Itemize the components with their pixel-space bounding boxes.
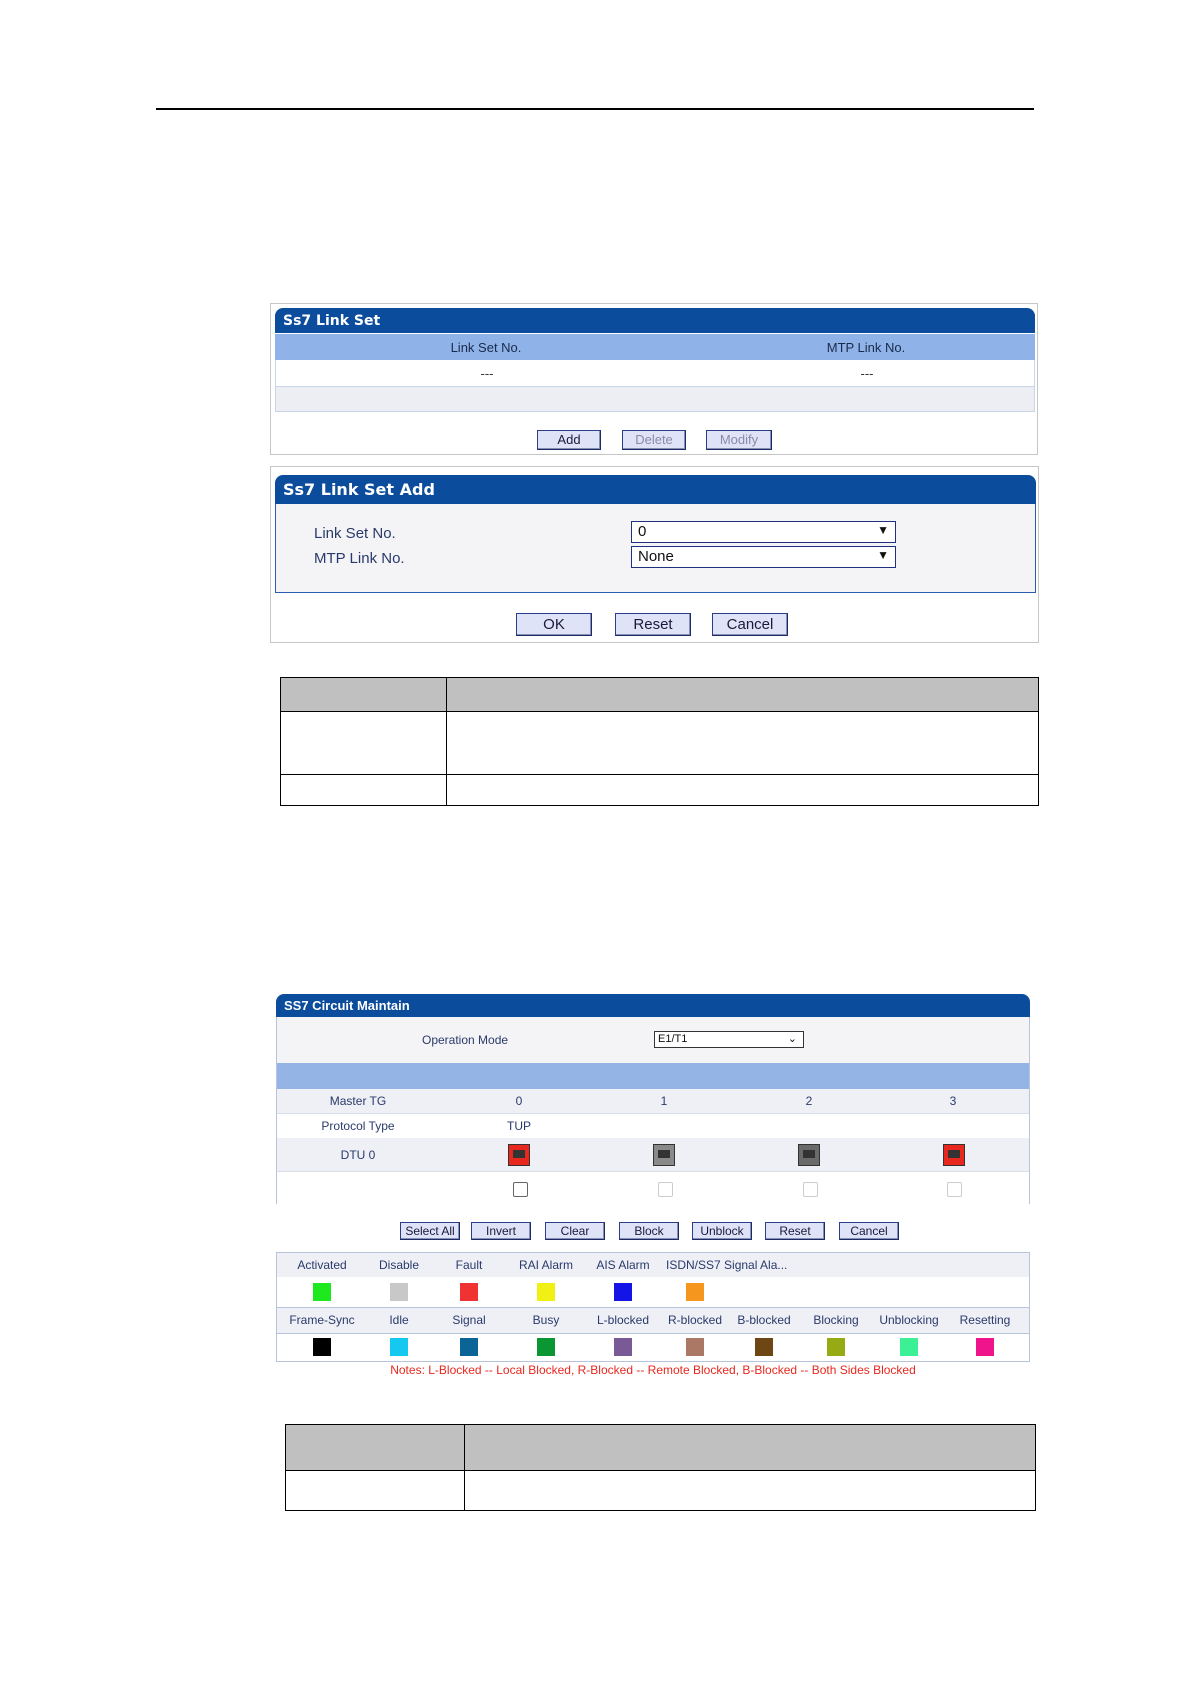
- ss7-link-set-add-title-bar: [275, 475, 1036, 504]
- legend-swatch-ais-alarm: [614, 1283, 632, 1301]
- legend-label-rai-alarm: RAI Alarm: [518, 1258, 573, 1272]
- page-header-rule: [156, 108, 1034, 110]
- legend-label-fault: Fault: [455, 1258, 483, 1272]
- legend-label-idle: Idle: [389, 1313, 409, 1327]
- dtu-port-2-icon[interactable]: [798, 1144, 820, 1166]
- legend-label-ais-alarm: AIS Alarm: [596, 1258, 650, 1272]
- chevron-down-icon: ▼: [877, 548, 889, 562]
- protocol-type-row: [277, 1113, 1029, 1139]
- legend-label-busy: Busy: [532, 1313, 560, 1327]
- span-0-checkbox[interactable]: [513, 1182, 528, 1197]
- dtu-row: [277, 1138, 1029, 1171]
- ss7-link-set-panel: [270, 303, 1038, 455]
- master-tg-label: Master TG: [329, 1094, 387, 1108]
- span-3: 3: [949, 1094, 957, 1108]
- modify-button[interactable]: Modify: [706, 430, 772, 450]
- cancel-button[interactable]: Cancel: [712, 613, 788, 636]
- operation-mode-select[interactable]: [654, 1031, 804, 1048]
- cell-link-set-no: ---: [480, 366, 494, 381]
- legend-label-frame-sync: Frame-Sync: [289, 1313, 355, 1327]
- doc-table-1-header: [281, 678, 1038, 712]
- legend-swatch-fault: [460, 1283, 478, 1301]
- cell-mtp-link-no: ---: [860, 366, 874, 381]
- doc-table-1-divider: [446, 678, 447, 805]
- legend-swatch-frame-sync: [313, 1338, 331, 1356]
- form-body: [275, 504, 1036, 593]
- panel-title: Ss7 Link Set Add: [283, 480, 435, 499]
- span-1-checkbox[interactable]: [658, 1182, 673, 1197]
- legend-swatch-b-blocked: [755, 1338, 773, 1356]
- table-footer-row: [275, 386, 1035, 412]
- ss7-link-set-title-bar: [275, 308, 1035, 333]
- legend-label-blocking: Blocking: [813, 1313, 859, 1327]
- reset-button[interactable]: Reset: [765, 1222, 825, 1240]
- legend-swatch-busy: [537, 1338, 555, 1356]
- legend-swatch-resetting: [976, 1338, 994, 1356]
- doc-table-1: [280, 677, 1039, 806]
- link-set-no-select[interactable]: [631, 521, 896, 543]
- col-link-set-no: Link Set No.: [450, 340, 522, 355]
- doc-table-1-row-divider: [281, 774, 1038, 775]
- legend-swatch-unblocking: [900, 1338, 918, 1356]
- reset-button[interactable]: Reset: [615, 613, 691, 636]
- legend-label-activated: Activated: [297, 1258, 347, 1272]
- legend-swatch-signal-alarm: [686, 1283, 704, 1301]
- legend-swatch-signal: [460, 1338, 478, 1356]
- chevron-down-icon: ▼: [877, 523, 889, 537]
- status-legend: [276, 1252, 1030, 1362]
- master-tg-row: [277, 1089, 1029, 1113]
- legend-swatch-disable: [390, 1283, 408, 1301]
- clear-button[interactable]: Clear: [545, 1222, 605, 1240]
- mtp-link-no-select[interactable]: [631, 546, 896, 568]
- dtu-label: DTU 0: [340, 1148, 376, 1162]
- legend-label-unblocking: Unblocking: [879, 1313, 939, 1327]
- legend-label-b-blocked: B-blocked: [737, 1313, 791, 1327]
- span-2: 2: [805, 1094, 813, 1108]
- block-button[interactable]: Block: [619, 1222, 679, 1240]
- ss7-circuit-maintain-panel: [276, 994, 1030, 1384]
- table-row[interactable]: [275, 360, 1035, 386]
- cancel-button[interactable]: Cancel: [839, 1222, 899, 1240]
- unblock-button[interactable]: Unblock: [692, 1222, 752, 1240]
- legend-swatch-rai-alarm: [537, 1283, 555, 1301]
- link-set-no-value: 0: [638, 523, 647, 540]
- circuit-title-bar: [276, 994, 1030, 1017]
- add-button[interactable]: Add: [537, 430, 601, 450]
- legend-label-l-blocked: L-blocked: [596, 1313, 650, 1327]
- col-mtp-link-no: MTP Link No.: [826, 340, 906, 355]
- legend-swatch-idle: [390, 1338, 408, 1356]
- legend-label-resetting: Resetting: [959, 1313, 1011, 1327]
- operation-mode-row: [277, 1017, 1029, 1063]
- doc-table-2-divider: [464, 1425, 465, 1510]
- ok-button[interactable]: OK: [516, 613, 592, 636]
- legend-swatch-r-blocked: [686, 1338, 704, 1356]
- legend-swatch-blocking: [827, 1338, 845, 1356]
- span-3-checkbox[interactable]: [947, 1182, 962, 1197]
- operation-mode-value: E1/T1: [658, 1033, 688, 1045]
- protocol-type-label: Protocol Type: [321, 1119, 395, 1133]
- select-all-button[interactable]: Select All: [400, 1222, 460, 1240]
- legend-label-disable: Disable: [378, 1258, 420, 1272]
- legend-swatch-activated: [313, 1283, 331, 1301]
- dtu-port-0-icon[interactable]: [508, 1144, 530, 1166]
- span-2-checkbox[interactable]: [803, 1182, 818, 1197]
- protocol-type-value: TUP: [507, 1119, 531, 1133]
- invert-button[interactable]: Invert: [471, 1222, 531, 1240]
- legend-row-2-swatch-row: [277, 1333, 1029, 1334]
- mtp-link-no-value: None: [638, 548, 674, 565]
- doc-table-2: [285, 1424, 1036, 1511]
- span-1: 1: [660, 1094, 668, 1108]
- checkbox-row: [277, 1171, 1029, 1204]
- link-set-table-header: [275, 334, 1035, 360]
- legend-swatch-l-blocked: [614, 1338, 632, 1356]
- delete-button[interactable]: Delete: [622, 430, 686, 450]
- legend-label-signal: Signal: [452, 1313, 486, 1327]
- dtu-port-1-icon[interactable]: [653, 1144, 675, 1166]
- circuit-body: [276, 1017, 1030, 1204]
- legend-notes: Notes: L-Blocked -- Local Blocked, R-Blocked -- Remote Blocked, B-Blocked -- Both Sides Blocked: [390, 1363, 916, 1377]
- chevron-down-icon: ⌄: [787, 1033, 797, 1045]
- mtp-link-no-label: MTP Link No.: [314, 550, 405, 567]
- span-0: 0: [515, 1094, 523, 1108]
- legend-label-r-blocked: R-blocked: [667, 1313, 723, 1327]
- doc-table-2-header: [286, 1425, 1035, 1471]
- legend-label-signal-alarm: ISDN/SS7 Signal Ala...: [666, 1258, 788, 1272]
- section-divider-bar: [277, 1063, 1029, 1089]
- panel-title: SS7 Circuit Maintain: [284, 998, 410, 1013]
- panel-title: Ss7 Link Set: [283, 313, 381, 329]
- link-set-no-label: Link Set No.: [314, 525, 396, 542]
- dtu-port-3-icon[interactable]: [943, 1144, 965, 1166]
- operation-mode-label: Operation Mode: [422, 1033, 509, 1047]
- ss7-link-set-add-panel: [270, 466, 1039, 643]
